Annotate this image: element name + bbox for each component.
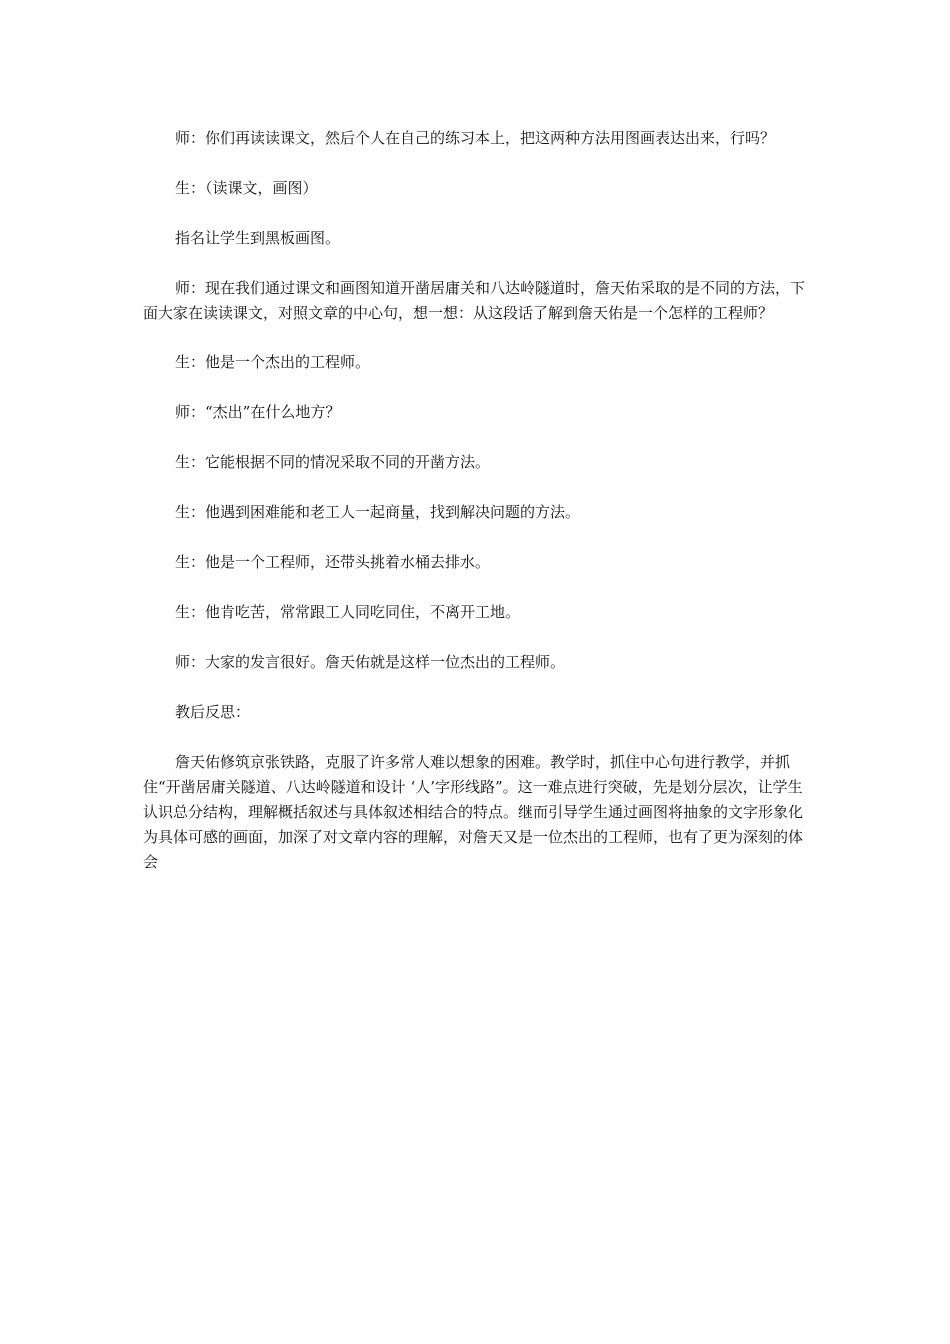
dialogue-student-answer-4: 生：他是一个工程师，还带头挑着水桶去排水。	[175, 553, 491, 571]
dialogue-teacher-follow-up: 师：“杰出”在什么地方？	[175, 403, 341, 421]
document-body	[143, 126, 811, 875]
dialogue-student-reading: 生：（读课文，画图）	[175, 179, 318, 197]
dialogue-student-answer-2: 生：它能根据不同的情况采取不同的开凿方法。	[175, 453, 491, 471]
dialogue-teacher-drawing-task: 师：你们再读读课文，然后个人在自己的练习本上，把这两种方法用图画表达出来，行吗？	[175, 129, 776, 147]
dialogue-student-answer-3: 生：他遇到困难能和老工人一起商量，找到解决问题的方法。	[175, 503, 581, 521]
classroom-instruction: 指名让学生到黑板画图。	[175, 229, 341, 247]
dialogue-student-answer-1: 生：他是一个杰出的工程师。	[175, 353, 371, 371]
dialogue-teacher-question: 师：现在我们通过课文和画图知道开凿居庸关和八达岭隧道时，詹天佑采取的是不同的方法，下面大家在读读课文，对照文章的中心句，想一想：从这段话了解到詹天佑是一个怎样的工程师？	[143, 279, 806, 322]
reflection-heading: 教后反思：	[175, 703, 251, 721]
dialogue-teacher-summary: 师：大家的发言很好。詹天佑就是这样一位杰出的工程师。	[175, 653, 566, 671]
reflection-body: 詹天佑修筑京张铁路，克服了许多常人难以想象的困难。教学时，抓住中心句进行教学，并抓住“开凿居庸关隧道、八达岭隧道和设计 ‘人’字形线路”。这一难点进行突破，先是划分层次，让学生认识总分结构，理解概括叙述与具体叙述相结合的特点。继而引导学生通过画图将抽象的文字形象化为具体可感的画面，加深了对文章内容的理解，对詹天又是一位杰出的工程师，也有了更为深刻的体会	[143, 753, 804, 871]
dialogue-student-answer-5: 生：他肯吃苦，常常跟工人同吃同住，不离开工地。	[175, 603, 521, 621]
